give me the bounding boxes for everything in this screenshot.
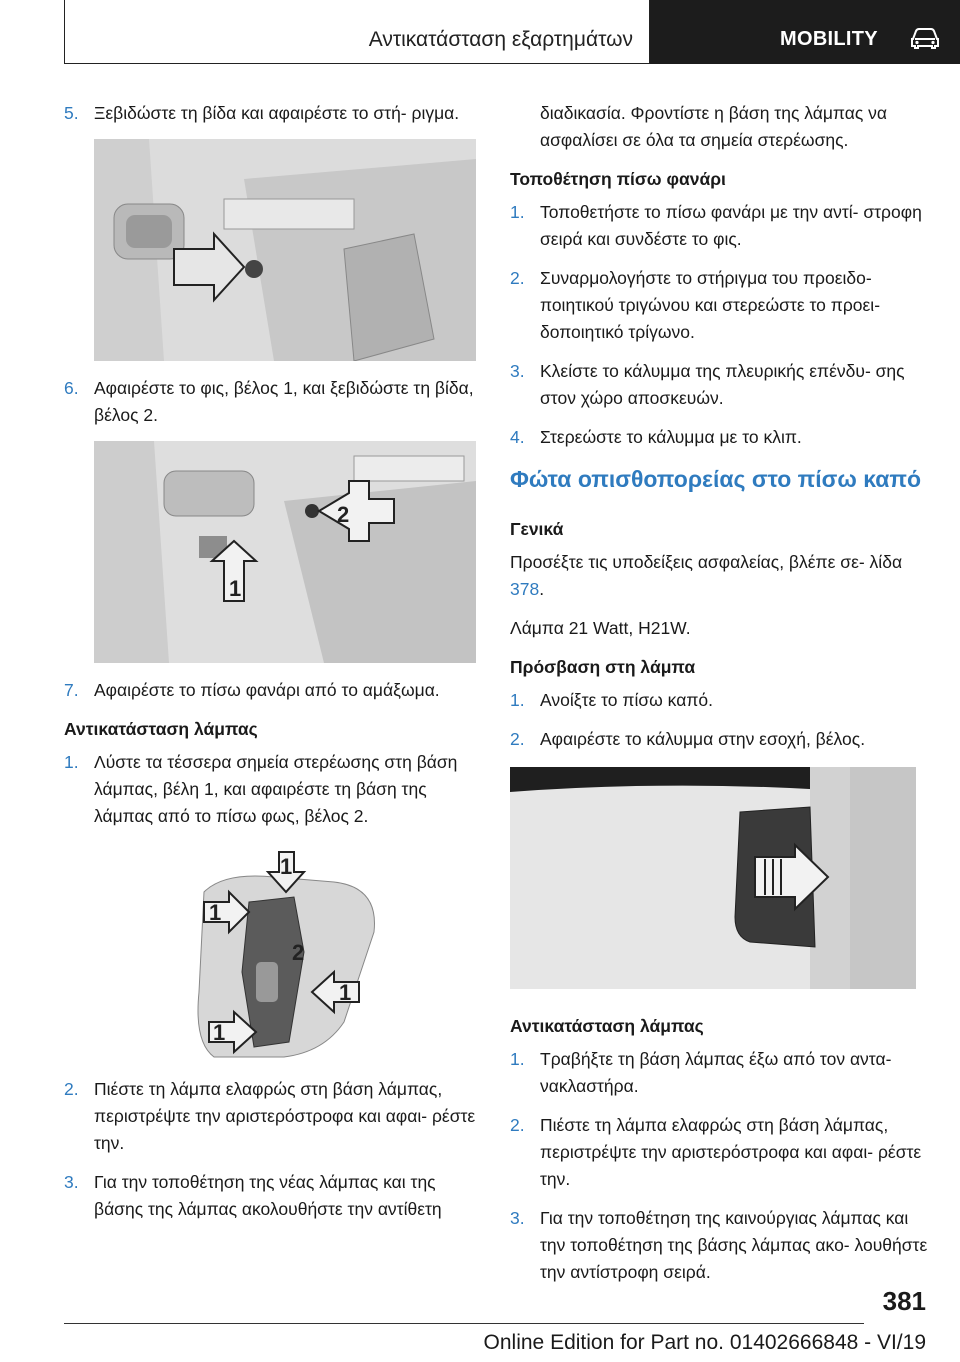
- step-number: 3.: [64, 1172, 79, 1192]
- step-text: Πιέστε τη λάμπα ελαφρώς στη βάση λάμπας, περιστρέψτε την αριστερόστροφα και αφαι‐ ρέστε την.: [540, 1115, 922, 1189]
- header-section-box: [64, 0, 650, 64]
- step-text: Συναρμολογήστε το στήριγμα του προειδο‐ ποιητικού τριγώνου και στερεώστε το προει‐ δοποιητικό τρίγωνο.: [540, 268, 881, 342]
- callout-label: 2: [337, 502, 350, 527]
- header-chapter-box: [650, 0, 960, 64]
- replace-step: [510, 1112, 930, 1193]
- install-step: [510, 358, 930, 412]
- install-step: [510, 424, 930, 451]
- figure-bracket-screw: [94, 139, 476, 361]
- step-text: Πιέστε τη λάμπα ελαφρώς στη βάση λάμπας, περιστρέψτε την αριστερόστροφα και αφαι‐ ρέστε την.: [94, 1079, 476, 1153]
- lamp-step: [64, 749, 480, 830]
- safety-text-end: .: [539, 579, 545, 599]
- step-7: [64, 677, 480, 704]
- step-number: 5.: [64, 103, 79, 123]
- step-text: Αφαιρέστε το φις, βέλος 1, και ξεβιδώστε τη βίδα, βέλος 2.: [94, 378, 474, 425]
- page-number: 381: [882, 1286, 926, 1316]
- callout-label: 1: [229, 576, 242, 601]
- figure-lamp-holder: [184, 842, 384, 1062]
- figure-bracket-screw-drawing: [94, 139, 476, 361]
- step-5: [64, 100, 480, 127]
- continuation-text: διαδικασία. Φροντίστε η βάση της λάμπας να ασφαλίσει σε όλα τα σημεία στερέωσης.: [540, 103, 888, 150]
- subheading-bulb-replacement: Αντικατάσταση λάμπας: [510, 1016, 704, 1036]
- left-column: [64, 100, 480, 1235]
- step-text: Λύστε τα τέσσερα σημεία στερέωσης στη βάση λάμπας, βέλη 1, και αφαιρέστε τη βάση της λάμπας από το πίσω φως, βέλος 2.: [94, 752, 458, 826]
- step-text: Για την τοποθέτηση της καινούργιας λάμπας και την τοποθέτηση της βάσης λάμπας ακο‐ λουθήστε την αντίστροφη σειρά.: [540, 1208, 928, 1282]
- figure-plug-screw-drawing: [94, 441, 476, 663]
- figure-cover-recess: [510, 767, 916, 989]
- lamp-step: [64, 1076, 480, 1157]
- figure-plug-screw: [94, 441, 476, 663]
- install-step: [510, 265, 930, 346]
- safety-note: [510, 549, 930, 603]
- figure-lamp-holder-drawing: [184, 842, 384, 1062]
- step-text: Για την τοποθέτηση της νέας λάμπας και της βάσης της λάμπας ακολουθήστε την αντίθετη: [94, 1172, 442, 1219]
- step-text: Αφαιρέστε το πίσω φανάρι από το αμάξωμα.: [94, 680, 440, 700]
- step-number: 1.: [64, 752, 79, 772]
- step-6: [64, 375, 480, 429]
- replace-step: [510, 1205, 930, 1286]
- subheading-lamp-replacement: Αντικατάσταση λάμπας: [64, 719, 258, 739]
- step-number: 2.: [510, 729, 525, 749]
- step-text: Ξεβιδώστε τη βίδα και αφαιρέστε το στή‐ ριγμα.: [94, 103, 460, 123]
- step-number: 1.: [510, 202, 525, 222]
- step-text: Ανοίξτε το πίσω καπό.: [540, 690, 714, 710]
- footer-divider: [64, 1323, 864, 1324]
- lamp-step: [64, 1169, 480, 1223]
- header-chapter-title: MOBILITY: [780, 28, 878, 50]
- callout-label: 1: [339, 980, 352, 1005]
- footer-edition: Online Edition for Part no. 01402666848 - VI/19: [483, 1331, 926, 1354]
- step-number: 6.: [64, 378, 79, 398]
- step-text: Τοποθετήστε το πίσω φανάρι με την αντί‐ στροφη σειρά και συνδέστε το φις.: [540, 202, 922, 249]
- step-text: Αφαιρέστε το κάλυμμα στην εσοχή, βέλος.: [540, 729, 866, 749]
- section-title: Φώτα οπισθοπορείας στο πίσω καπό: [510, 466, 922, 492]
- subheading-install: Τοποθέτηση πίσω φανάρι: [510, 169, 726, 189]
- step-number: 4.: [510, 427, 525, 447]
- page-reference-link[interactable]: 378: [510, 579, 540, 599]
- step-number: 1.: [510, 1049, 525, 1069]
- step-text: Στερεώστε το κάλυμμα με το κλιπ.: [540, 427, 802, 447]
- header-section-title: Αντικατάσταση εξαρτημάτων: [368, 28, 633, 51]
- step-text: Κλείστε το κάλυμμα της πλευρικής επένδυ‐ σης στον χώρο αποσκευών.: [540, 361, 905, 408]
- callout-label: 1: [209, 900, 222, 925]
- bulb-spec: Λάμπα 21 Watt, H21W.: [510, 618, 691, 638]
- page-header: [64, 0, 960, 64]
- subheading-general: Γενικά: [510, 519, 564, 539]
- step-text: Τραβήξτε τη βάση λάμπας έξω από τον αντα‐ νακλαστήρα.: [540, 1049, 892, 1096]
- callout-label: 2: [292, 940, 305, 965]
- callout-label: 1: [280, 854, 293, 879]
- right-column: [510, 100, 930, 1298]
- replace-step: [510, 1046, 930, 1100]
- step-number: 2.: [64, 1079, 79, 1099]
- step-number: 7.: [64, 680, 79, 700]
- car-icon: [910, 26, 940, 50]
- step-number: 1.: [510, 690, 525, 710]
- step-number: 2.: [510, 268, 525, 288]
- subheading-access: Πρόσβαση στη λάμπα: [510, 657, 696, 677]
- step-number: 3.: [510, 361, 525, 381]
- install-step: [510, 199, 930, 253]
- step-number: 3.: [510, 1208, 525, 1228]
- access-step: [510, 726, 930, 753]
- figure-cover-recess-drawing: [510, 767, 916, 989]
- safety-text: Προσέξτε τις υποδείξεις ασφαλείας, βλέπε σε‐ λίδα: [510, 552, 903, 572]
- callout-label: 1: [213, 1020, 226, 1045]
- access-step: [510, 687, 930, 714]
- step-number: 2.: [510, 1115, 525, 1135]
